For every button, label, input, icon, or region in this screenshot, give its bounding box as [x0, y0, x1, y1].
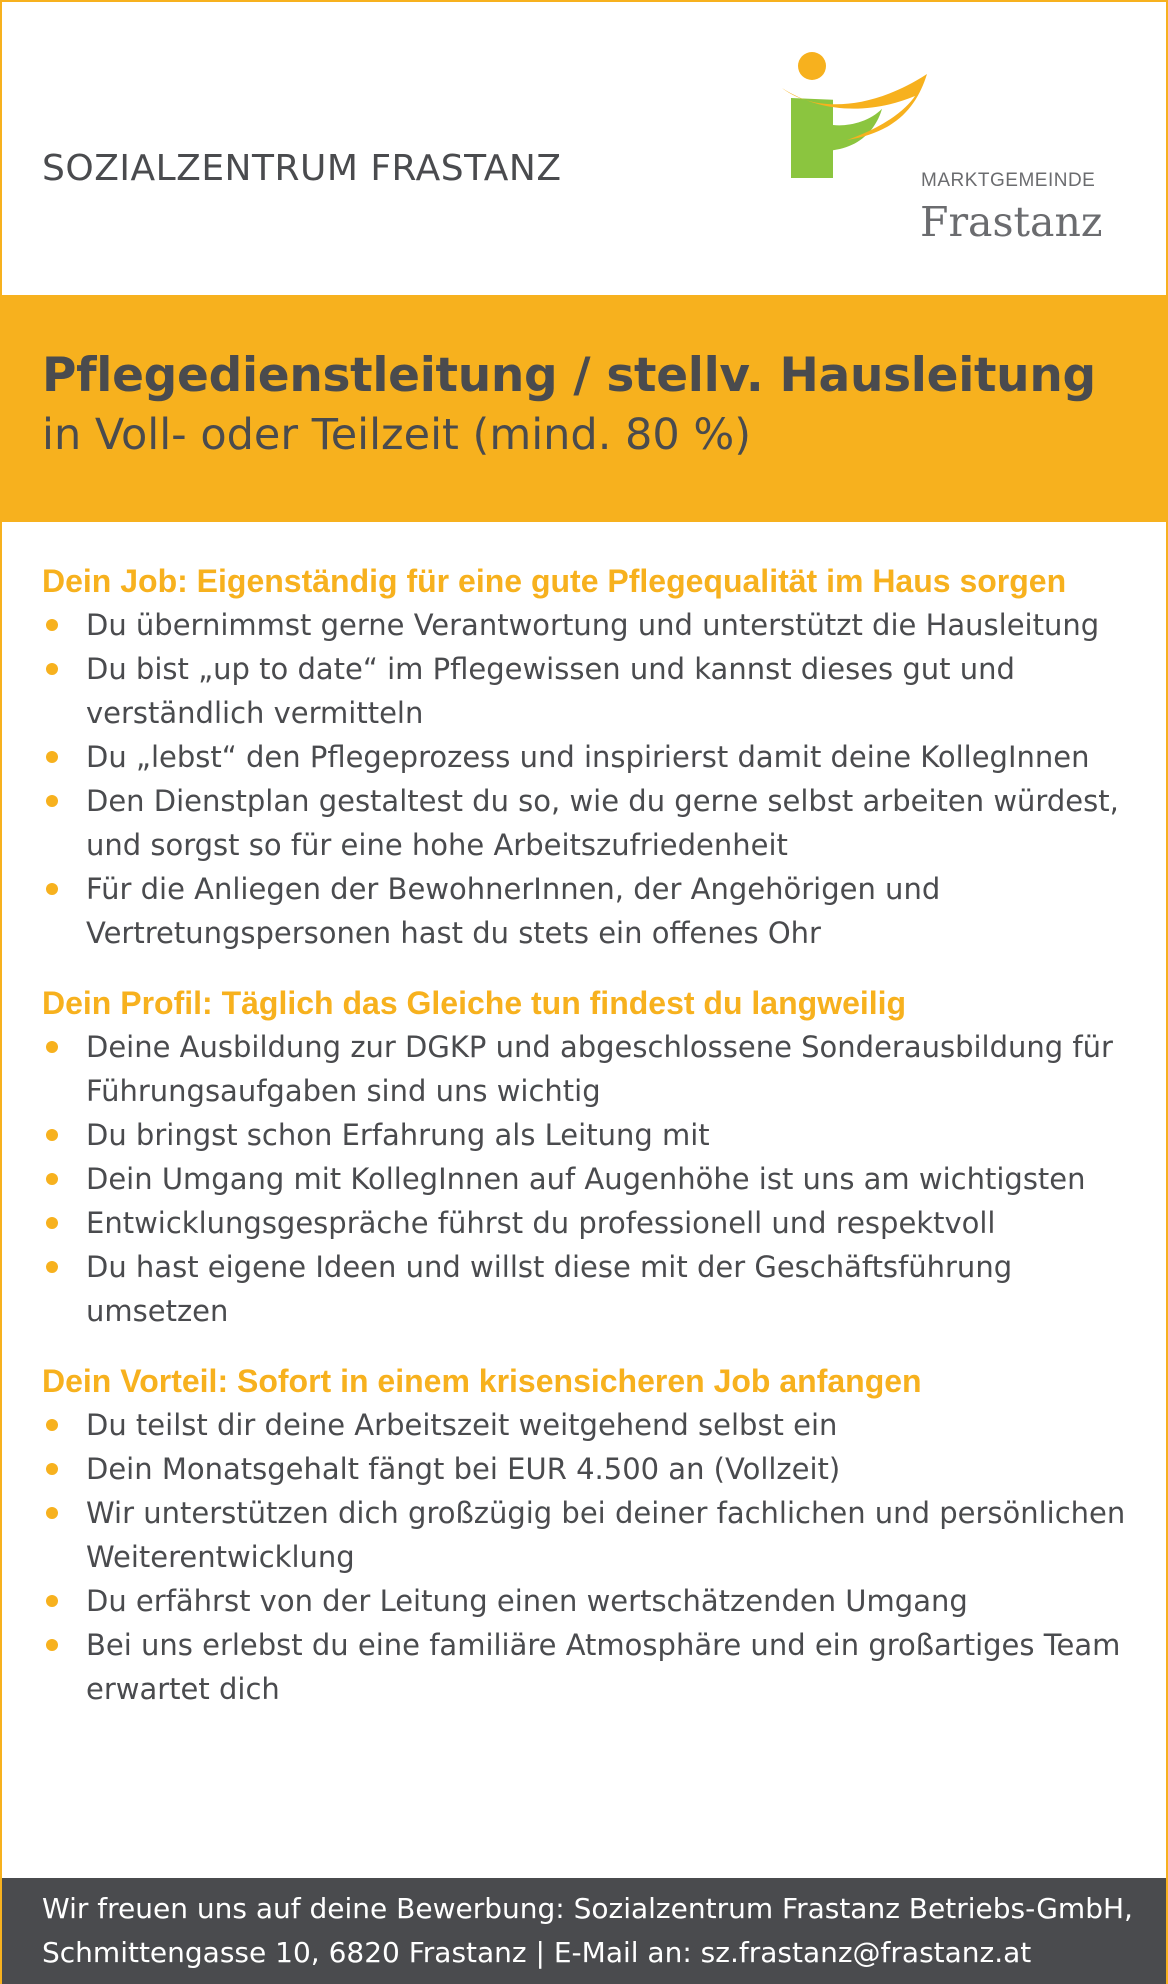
list-item — [42, 1403, 1132, 1447]
section-heading: Dein Job: Eigenständig für eine gute Pflegequalität im Haus sorgen — [42, 563, 1067, 599]
list-item — [42, 1157, 1132, 1201]
list-item — [42, 867, 1132, 955]
list-item-text: Deine Ausbildung zur DGKP und abgeschlossene Sonderausbildung für Führungsaufgaben sind uns wichtig — [86, 1030, 1113, 1108]
title-banner — [2, 295, 1166, 522]
list-item — [42, 1025, 1132, 1113]
list-item — [42, 1491, 1132, 1579]
job-description — [42, 559, 1132, 1737]
bullet-dot-icon — [46, 1507, 58, 1519]
list-item — [42, 1623, 1132, 1711]
logo-figure-shape — [791, 98, 882, 178]
list-item-text: Du übernimmst gerne Verantwortung und unterstützt die Hausleitung — [86, 608, 1100, 642]
section-profile — [42, 981, 1132, 1333]
bullet-list — [42, 603, 1132, 955]
bullet-list — [42, 1403, 1132, 1711]
list-item-text: Du „lebst“ den Pflegeprozess und inspirierst damit deine KollegInnen — [86, 740, 1090, 774]
list-item-text: Für die Anliegen der BewohnerInnen, der Angehörigen und Vertretungspersonen hast du stets ein offenes Ohr — [86, 872, 941, 950]
list-item-text: Wir unterstützen dich großzügig bei deiner fachlichen und persönlichen Weiterentwicklung — [86, 1496, 1126, 1574]
bullet-dot-icon — [46, 883, 58, 895]
frastanz-logo-icon — [777, 48, 937, 178]
logo-town-name: Frastanz — [920, 198, 1103, 246]
list-item — [42, 1245, 1132, 1333]
bullet-dot-icon — [46, 1173, 58, 1185]
bullet-dot-icon — [46, 751, 58, 763]
section-heading: Dein Profil: Täglich das Gleiche tun findest du langweilig — [42, 985, 907, 1021]
job-title: Pflegedienstleitung / stellv. Hausleitung — [42, 348, 1096, 403]
list-item — [42, 1201, 1132, 1245]
list-item-text: Du teilst dir deine Arbeitszeit weitgehend selbst ein — [86, 1408, 838, 1442]
list-item — [42, 1447, 1132, 1491]
bullet-dot-icon — [46, 1595, 58, 1607]
list-item-text: Dein Umgang mit KollegInnen auf Augenhöhe ist uns am wichtigsten — [86, 1162, 1086, 1196]
list-item-text: Dein Monatsgehalt fängt bei EUR 4.500 an (Vollzeit) — [86, 1452, 841, 1486]
bullet-dot-icon — [46, 795, 58, 807]
bullet-dot-icon — [46, 1129, 58, 1141]
bullet-dot-icon — [46, 1261, 58, 1273]
list-item-text: Du bringst schon Erfahrung als Leitung mit — [86, 1118, 710, 1152]
list-item — [42, 647, 1132, 735]
list-item — [42, 735, 1132, 779]
footer-address-email: Schmittengasse 10, 6820 Frastanz | E-Mail an: sz.frastanz@frastanz.at — [42, 1936, 1032, 1969]
bullet-dot-icon — [46, 1041, 58, 1053]
section-benefits — [42, 1359, 1132, 1711]
job-subtitle: in Voll- oder Teilzeit (mind. 80 %) — [42, 410, 752, 460]
list-item — [42, 1113, 1132, 1157]
bullet-dot-icon — [46, 1217, 58, 1229]
organization-name: SOZIALZENTRUM FRASTANZ — [42, 148, 562, 189]
section-job — [42, 559, 1132, 955]
logo-small-text: MARKTGEMEINDE — [921, 170, 1096, 191]
list-item-text: Bei uns erlebst du eine familiäre Atmosphäre und ein großartiges Team erwartet dich — [86, 1628, 1121, 1706]
bullet-dot-icon — [46, 1463, 58, 1475]
bullet-dot-icon — [46, 619, 58, 631]
list-item-text: Du erfährst von der Leitung einen wertschätzenden Umgang — [86, 1584, 968, 1618]
bullet-list — [42, 1025, 1132, 1333]
bullet-dot-icon — [46, 1419, 58, 1431]
list-item-text: Entwicklungsgespräche führst du professionell und respektvoll — [86, 1206, 996, 1240]
footer-application-text: Wir freuen uns auf deine Bewerbung: Sozialzentrum Frastanz Betriebs-GmbH, — [42, 1892, 1133, 1925]
list-item-text: Du bist „up to date“ im Pflegewissen und kannst dieses gut und verständlich vermitteln — [86, 652, 1015, 730]
list-item-text: Den Dienstplan gestaltest du so, wie du gerne selbst arbeiten würdest, und sorgst so für eine hohe Arbeitszufriedenheit — [86, 784, 1119, 862]
section-heading: Dein Vorteil: Sofort in einem krisensicheren Job anfangen — [42, 1363, 922, 1399]
list-item — [42, 1579, 1132, 1623]
logo-head-dot — [798, 52, 826, 80]
bullet-dot-icon — [46, 663, 58, 675]
list-item — [42, 603, 1132, 647]
page-header — [2, 2, 1166, 295]
bullet-dot-icon — [46, 1639, 58, 1651]
list-item — [42, 779, 1132, 867]
contact-footer — [2, 1878, 1166, 1984]
list-item-text: Du hast eigene Ideen und willst diese mit der Geschäftsführung umsetzen — [86, 1250, 1013, 1328]
